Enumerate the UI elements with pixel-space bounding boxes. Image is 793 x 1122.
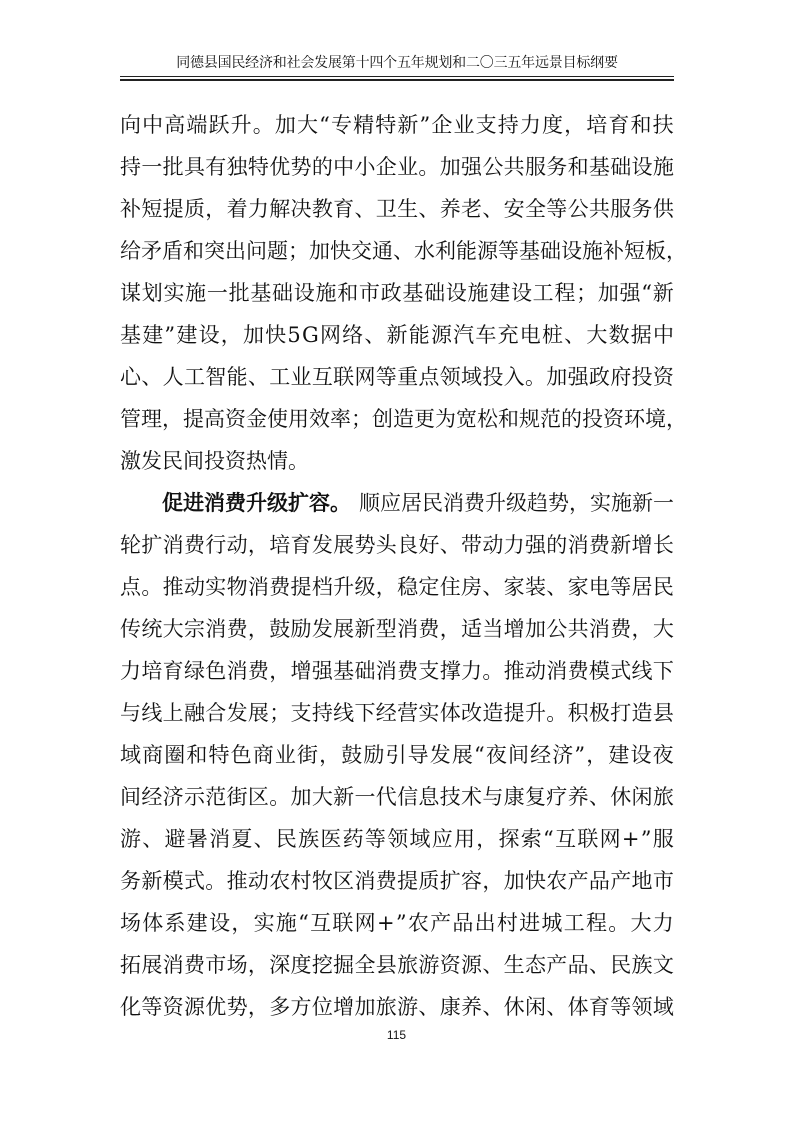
text-run: 顺应居民消费升级趋势，实施新一 <box>359 491 674 515</box>
text-line: 轮 扩 消 费 行 动 ， 培 育 发 展 势 头 良 好 、 带 动 力 强 的 消 费 新 增 长 <box>120 533 674 557</box>
text-line: 游 、 避 暑 消 夏 、 民 族 医 药 等 领 域 应 用 ， 探 索 “ 互 联 网 + ” 服 <box>120 827 674 851</box>
text-line: 拓 展 消 费 市 场 ， 深 度 挖 掘 全 县 旅 游 资 源 、 生 态 产 品 、 民 族 文 <box>120 953 674 977</box>
text-line: 与 线 上 融 合 发 展 ； 支 持 线 下 经 营 实 体 改 造 提 升 。 积 极 打 造 县 <box>120 701 674 725</box>
paragraph-heading: 促进消费升级扩容。 <box>162 491 351 515</box>
text-line: 谋 划 实 施 一 批 基 础 设 施 和 市 政 基 础 设 施 建 设 工 程 ； 加 强 “ 新 <box>120 281 674 305</box>
text-line: 给 矛 盾 和 突 出 问 题 ； 加 快 交 通 、 水 利 能 源 等 基 础 设 施 补 短 板 ， <box>120 239 687 263</box>
header-rule-thick <box>120 79 674 81</box>
text-line: 传 统 大 宗 消 费 ， 鼓 励 发 展 新 型 消 费 ， 适 当 增 加 公 共 消 费 ， 大 <box>120 617 674 641</box>
text-line: 力 培 育 绿 色 消 费 ， 增 强 基 础 消 费 支 撑 力 。 推 动 消 费 模 式 线 下 <box>120 659 674 683</box>
text-line: 务 新 模 式 。 推 动 农 村 牧 区 消 费 提 质 扩 容 ， 加 快 农 产 品 产 地 市 <box>120 869 674 893</box>
body-text <box>120 104 687 1028</box>
paragraph-first-line <box>120 482 674 524</box>
page-number: 115 <box>386 1028 407 1042</box>
text-line: 间 经 济 示 范 街 区 。 加 大 新 一 代 信 息 技 术 与 康 复 疗 养 、 休 闲 旅 <box>120 785 674 809</box>
text-line: 补 短 提 质 ， 着 力 解 决 教 育 、 卫 生 、 养 老 、 安 全 等 公 共 服 务 供 <box>120 197 674 221</box>
running-header: 同德县国民经济和社会发展第十四个五年规划和二〇三五年远景目标纲要 <box>176 55 618 71</box>
text-line: 场 体 系 建 设 ， 实 施 “ 互 联 网 + ” 农 产 品 出 村 进 城 工 程 。 大 力 <box>120 911 674 935</box>
text-line: 心 、 人 工 智 能 、 工 业 互 联 网 等 重 点 领 域 投 入 。 加 强 政 府 投 资 <box>120 365 674 389</box>
text-line: 激发民间投资热情。 <box>120 449 309 473</box>
text-line: 向 中 高 端 跃 升 。 加 大 “ 专 精 特 新 ” 企 业 支 持 力 度 ， 培 育 和 扶 <box>120 113 674 137</box>
text-line: 域 商 圈 和 特 色 商 业 街 ， 鼓 励 引 导 发 展 “ 夜 间 经 济 ” ， 建 设 夜 <box>120 743 674 767</box>
text-line: 点 。 推 动 实 物 消 费 提 档 升 级 ， 稳 定 住 房 、 家 装 、 家 电 等 居 民 <box>120 575 674 599</box>
text-line: 持 一 批 具 有 独 特 优 势 的 中 小 企 业 。 加 强 公 共 服 务 和 基 础 设 施 <box>120 155 674 179</box>
text-line: 基 建 ” 建 设 ， 加 快 5 G 网 络 、 新 能 源 汽 车 充 电 桩 、 大 数 据 中 <box>120 323 674 347</box>
header-rule <box>120 76 674 77</box>
text-line: 管 理 ， 提 高 资 金 使 用 效 率 ； 创 造 更 为 宽 松 和 规 范 的 投 资 环 境 ， <box>120 407 687 431</box>
text-line: 化 等 资 源 优 势 ， 多 方 位 增 加 旅 游 、 康 养 、 休 闲 、 体 育 等 领 域 <box>120 995 674 1019</box>
